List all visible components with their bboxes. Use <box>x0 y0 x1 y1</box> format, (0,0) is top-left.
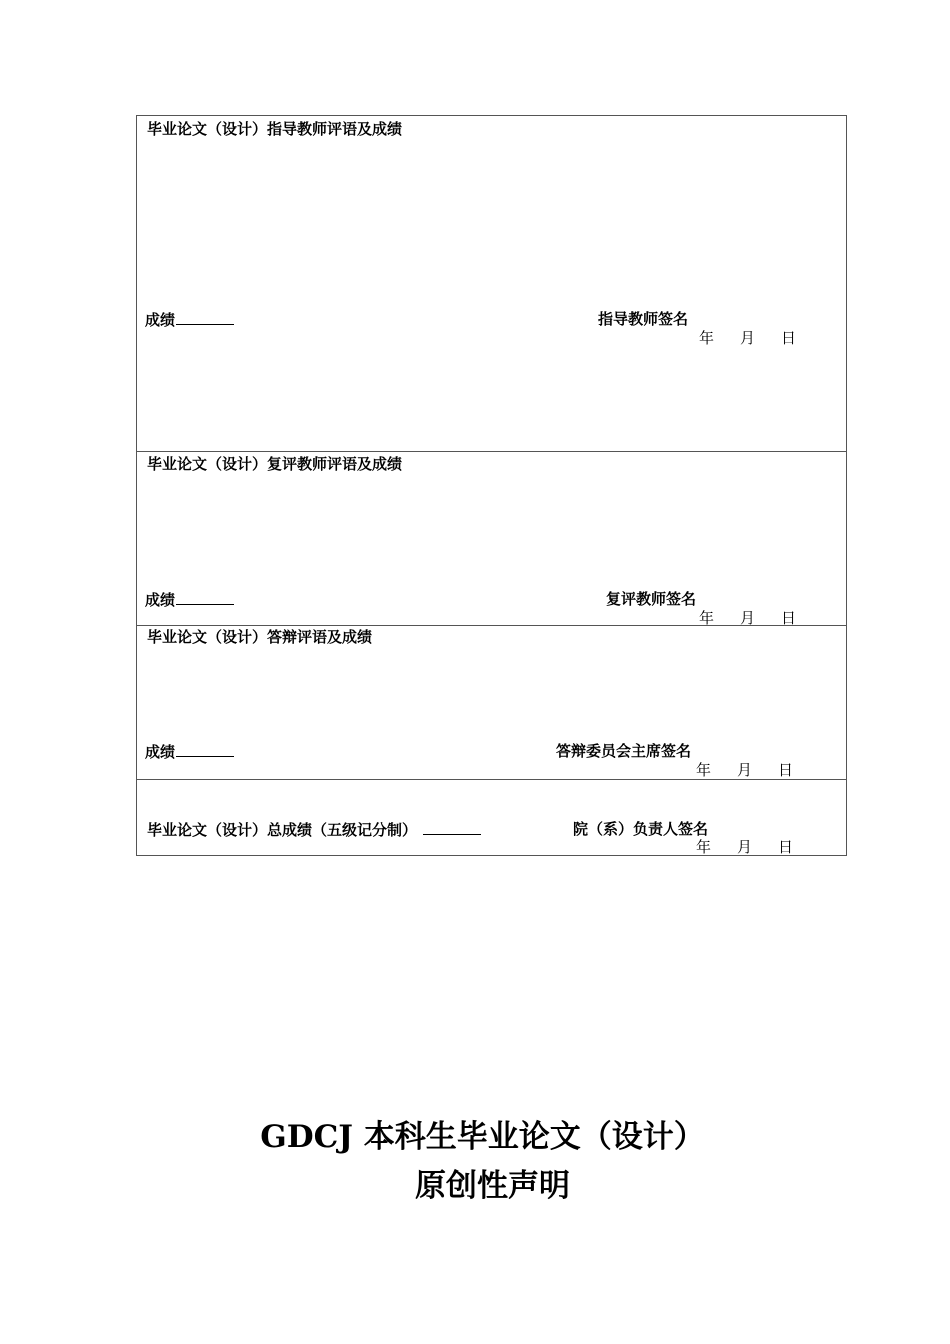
total-grade-section <box>137 780 846 855</box>
total-date-year: 年 <box>696 838 712 856</box>
total-grade-blank[interactable] <box>423 820 481 835</box>
defense-grade-label: 成绩 <box>145 743 176 761</box>
supervisor-date-row <box>699 329 796 347</box>
reviewer-section-header: 毕业论文（设计）复评教师评语及成绩 <box>147 455 403 473</box>
supervisor-signature-label: 指导教师签名 <box>598 310 689 328</box>
reviewer-grade-field <box>145 590 234 609</box>
supervisor-evaluation-section <box>137 116 846 451</box>
defense-grade-blank[interactable] <box>176 742 234 757</box>
supervisor-grade-field <box>145 310 234 329</box>
supervisor-date-year: 年 <box>699 329 715 347</box>
reviewer-grade-label: 成绩 <box>145 591 176 609</box>
total-date-month: 月 <box>737 838 753 856</box>
reviewer-evaluation-section <box>137 452 846 626</box>
total-date-day: 日 <box>778 838 794 856</box>
supervisor-grade-label: 成绩 <box>145 311 176 329</box>
defense-date-row <box>696 761 793 779</box>
supervisor-date-day: 日 <box>781 329 797 347</box>
defense-section-header: 毕业论文（设计）答辩评语及成绩 <box>147 628 373 646</box>
supervisor-date-month: 月 <box>740 329 756 347</box>
total-grade-field <box>147 820 481 839</box>
defense-date-month: 月 <box>737 761 753 779</box>
declaration-subtitle: 原创性声明 <box>415 1168 570 1204</box>
total-grade-label: 毕业论文（设计）总成绩（五级记分制） <box>147 821 418 839</box>
declaration-title: GDCJ 本科生毕业论文（设计） <box>260 1119 705 1155</box>
reviewer-grade-blank[interactable] <box>176 590 234 605</box>
defense-signature-label: 答辩委员会主席签名 <box>556 742 692 760</box>
reviewer-signature-label: 复评教师签名 <box>606 590 697 608</box>
evaluation-form-table <box>136 115 847 856</box>
supervisor-grade-blank[interactable] <box>176 310 234 325</box>
reviewer-date-day: 日 <box>781 609 797 627</box>
reviewer-date-month: 月 <box>740 609 756 627</box>
reviewer-date-year: 年 <box>699 609 715 627</box>
department-head-signature-label: 院（系）负责人签名 <box>573 820 709 838</box>
defense-grade-field <box>145 742 234 761</box>
defense-evaluation-section <box>137 626 846 779</box>
supervisor-section-header: 毕业论文（设计）指导教师评语及成绩 <box>147 120 403 138</box>
total-date-row <box>696 838 793 856</box>
defense-date-day: 日 <box>778 761 794 779</box>
defense-date-year: 年 <box>696 761 712 779</box>
